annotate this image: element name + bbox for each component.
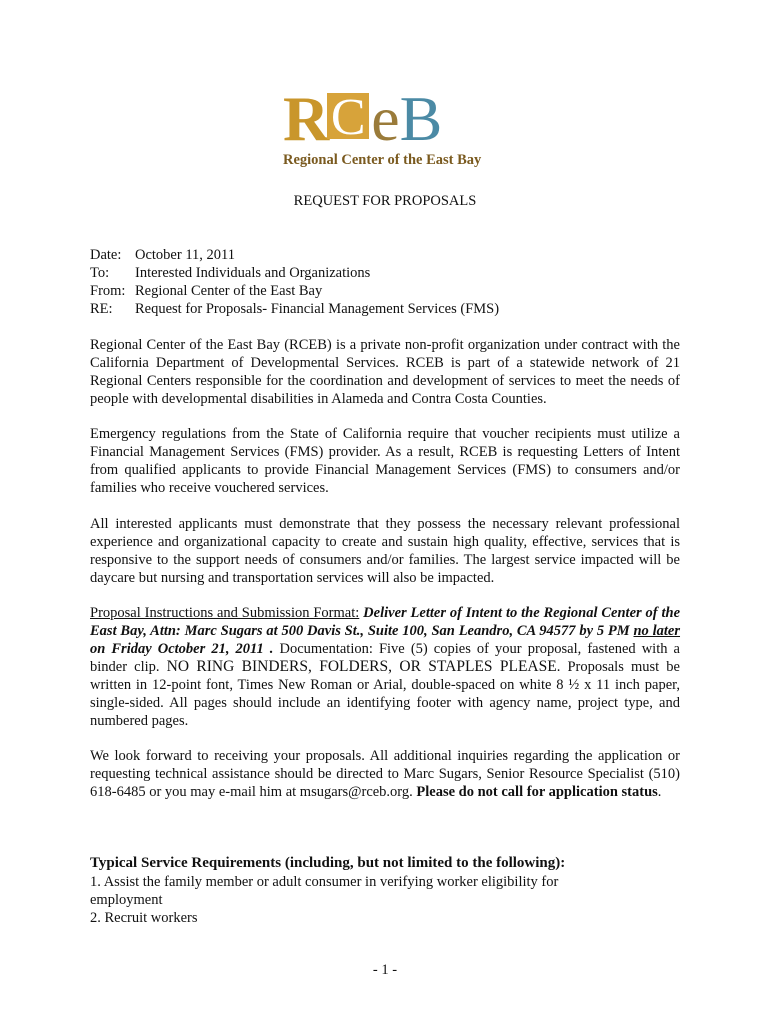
memo-header xyxy=(90,246,499,318)
paragraph-emergency-regulations: Emergency regulations from the State of California require that voucher recipients must utilize a Financial Management Services (FMS) provider. As a result, RCEB is requesting Letters of Intent from qualified applicants to provide Financial Management Services (FMS) to consumers and/or families who receive vouchered services. xyxy=(90,426,680,496)
inquiries-end: . xyxy=(657,784,662,800)
documentation-text: Documentation: Five (5) copies of your proposal, fastened with a binder clip. xyxy=(90,641,680,675)
logo-letter-b: B xyxy=(399,83,443,154)
deadline-text: on Friday October 21, 2011 . xyxy=(90,641,274,657)
logo-letters xyxy=(283,83,443,154)
no-binders-text: NO RING BINDERS, FOLDERS, OR STAPLES PLEASE xyxy=(166,658,557,675)
logo-letter-r: R xyxy=(283,83,326,154)
paragraph-applicant-requirements: All interested applicants must demonstrate that they possess the necessary relevant professional experience and organizational capacity to create and sustain high quality, effective, services that is responsive to the support needs of consumers and/or families. The largest service impacted will be daycare but nursing and transportation services will also be impacted. xyxy=(90,516,680,586)
memo-row-to xyxy=(90,264,499,282)
memo-row-re xyxy=(90,300,499,318)
memo-label: From: xyxy=(90,283,126,299)
requirements-heading: Typical Service Requirements (including, but not limited to the following): xyxy=(90,855,566,871)
inquiries-text: We look forward to receiving your proposals. All additional inquiries regarding the application or requesting technical assistance should be directed to Marc Sugars, Senior Resource Specialist (510) 618-6485 or you may e-mail him at msugars@rceb.org. xyxy=(90,748,680,800)
memo-label: RE: xyxy=(90,301,113,317)
delivery-text: Deliver Letter of Intent to the Regional Center of the East Bay, Attn: Marc Sugars at 500 Davis St., Suite 100, San Leandro, CA 94577 by 5 PM xyxy=(90,605,681,639)
rceb-logo xyxy=(283,83,493,180)
logo-letter-c: C xyxy=(327,93,369,139)
no-later-text: no later xyxy=(633,623,681,639)
memo-value: Regional Center of the East Bay xyxy=(135,283,323,299)
memo-row-date xyxy=(90,246,499,264)
do-not-call-text: Please do not call for application status xyxy=(416,784,658,800)
list-item: 2. Recruit workers xyxy=(90,910,198,926)
memo-label: To: xyxy=(90,265,110,281)
memo-value: Interested Individuals and Organizations xyxy=(135,265,371,281)
paragraph-about-rceb: Regional Center of the East Bay (RCEB) is a private non-profit organization under contract with the California Department of Developmental Services. RCEB is part of a statewide network of 21 Regional Centers responsible for the coordination and development of services to meet the needs of people with developmental disabilities in Alameda and Contra Costa Counties. xyxy=(90,337,680,407)
logo-subtitle: Regional Center of the East Bay xyxy=(283,152,482,168)
format-rules-text: . Proposals must be written in 12-point font, Times New Roman or Arial, double-spaced on white 8 ½ x 11 inch paper, single-sided. All pages should include an identifying footer with agency name, project type, and numbered pages. xyxy=(90,659,680,729)
instructions-heading: Proposal Instructions and Submission Format: xyxy=(90,605,360,621)
memo-value: October 11, 2011 xyxy=(135,247,235,263)
requirements-list xyxy=(90,873,610,927)
memo-value: Request for Proposals- Financial Management Services (FMS) xyxy=(135,301,500,317)
page-number: - 1 - xyxy=(372,962,398,978)
document-title: REQUEST FOR PROPOSALS xyxy=(293,193,477,209)
paragraph-inquiries xyxy=(90,747,680,801)
list-item: 1. Assist the family member or adult consumer in verifying worker eligibility for employment xyxy=(90,874,559,908)
logo-letter-e: e xyxy=(371,83,400,154)
memo-label: Date: xyxy=(90,247,122,263)
memo-row-from xyxy=(90,282,499,300)
paragraph-proposal-instructions xyxy=(90,604,680,730)
